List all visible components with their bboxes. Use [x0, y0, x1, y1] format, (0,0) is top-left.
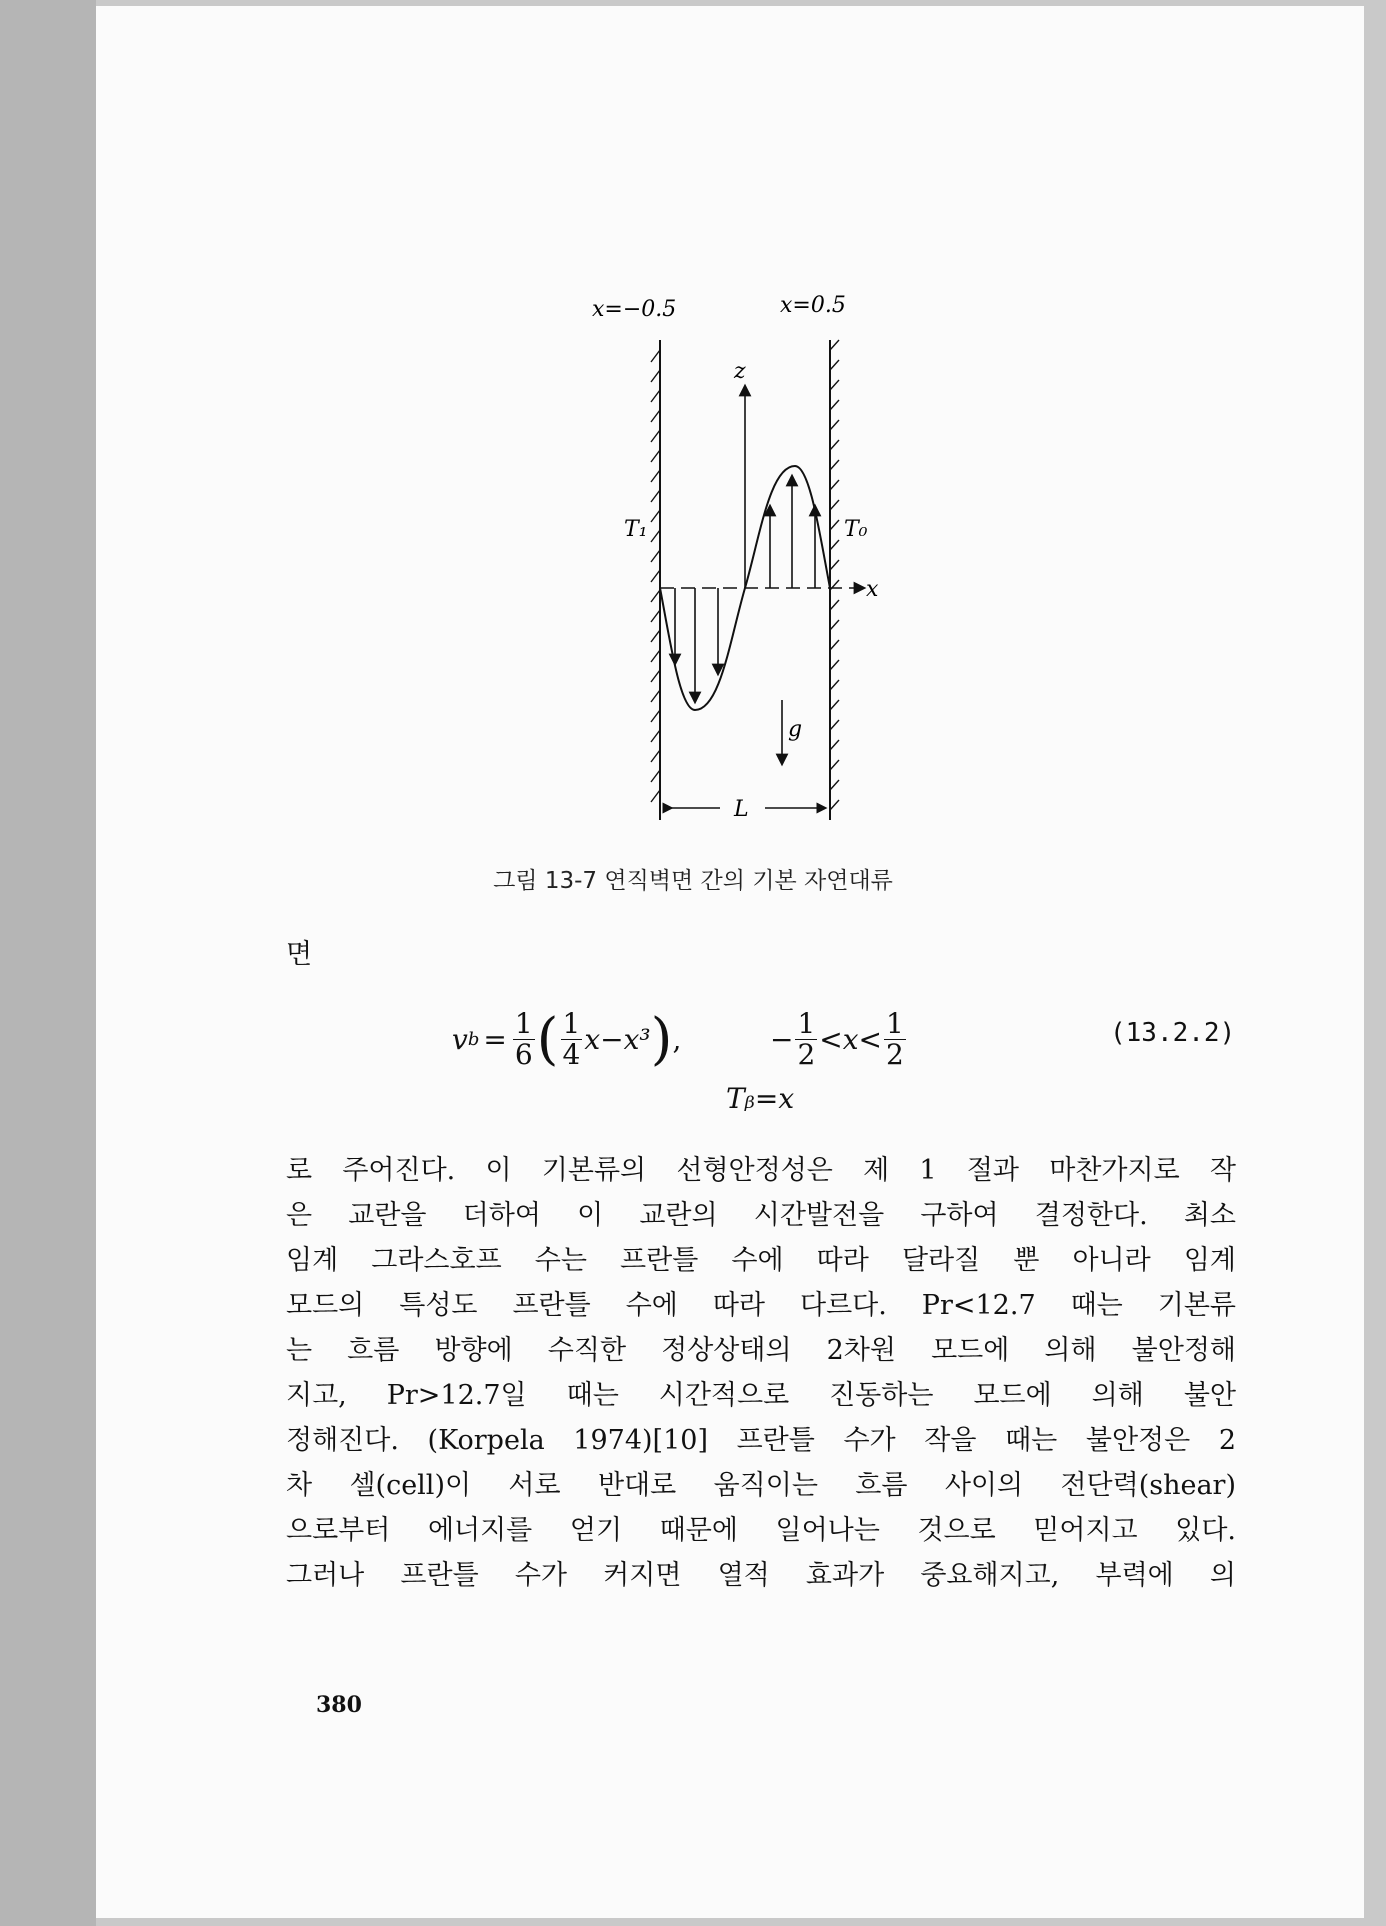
eq-equals-sign: =	[483, 1023, 507, 1056]
frac-denominator: 2	[797, 1038, 816, 1071]
right-paren: )	[650, 1006, 673, 1072]
left-temperature-label: T₁	[624, 517, 648, 542]
up-arrows	[770, 480, 815, 588]
left-wall	[651, 340, 660, 820]
frac-numerator: 1	[886, 1007, 904, 1040]
figure-caption: 그림 13-7 연직벽면 간의 기본 자연대류	[493, 868, 893, 894]
frac-numerator: 1	[797, 1007, 816, 1040]
fraction-one-half-b	[884, 1007, 906, 1071]
paragraph-line: 는 흐름 방향에 수직한 정상상태의 2차원 모드에 의해 불안정해	[286, 1335, 1236, 1366]
range-middle: <x<	[819, 1023, 883, 1056]
range-condition	[770, 1007, 908, 1071]
temperature-equation: Tᵦ=x	[726, 1082, 795, 1115]
eq-comma: ,	[672, 1023, 682, 1056]
convection-figure	[560, 280, 900, 840]
paragraph-line: 지고, Pr>12.7일 때는 시간적으로 진동하는 모드에 의해 불안	[286, 1380, 1236, 1411]
frac-numerator: 1	[562, 1007, 581, 1040]
frac-numerator: 1	[514, 1007, 533, 1040]
eq-inner-tail: x−x³	[584, 1023, 651, 1056]
velocity-equation	[452, 1006, 682, 1072]
range-prefix: −	[770, 1023, 794, 1056]
left-paren: (	[536, 1006, 559, 1072]
equation-number: (13.2.2)	[1110, 1018, 1236, 1048]
frac-denominator: 2	[886, 1038, 904, 1071]
paragraph-line: 그러나 프란틀 수가 커지면 열적 효과가 중요해지고, 부력에 의	[286, 1560, 1236, 1591]
book-spine-edge	[0, 0, 96, 1926]
paragraph-line: 으로부터 에너지를 얻기 때문에 일어나는 것으로 믿어지고 있다.	[286, 1515, 1236, 1546]
gravity-label: g	[788, 717, 803, 742]
frac-denominator: 4	[562, 1038, 581, 1071]
right-wall	[830, 340, 839, 820]
paragraph-line: 차 셀(cell)이 서로 반대로 움직이는 흐름 사이의 전단력(shear)	[286, 1470, 1236, 1501]
down-arrows	[675, 588, 718, 698]
frac-denominator: 6	[514, 1038, 533, 1071]
page-number: 380	[316, 1692, 362, 1718]
fraction-one-quarter	[561, 1007, 583, 1071]
right-temperature-label: T₀	[844, 517, 868, 542]
paragraph-line: 은 교란을 더하여 이 교란의 시간발전을 구하여 결정한다. 최소	[286, 1200, 1236, 1231]
x-axis-label: x	[866, 577, 879, 602]
width-label: L	[734, 797, 749, 822]
lead-word: 면	[286, 939, 313, 970]
left-wall-label: x=−0.5	[592, 297, 677, 322]
z-axis-label: z	[734, 359, 746, 384]
convection-diagram	[560, 280, 900, 840]
paragraph-line: 모드의 특성도 프란틀 수에 따라 다르다. Pr<12.7 때는 기본류	[286, 1290, 1236, 1321]
fraction-one-sixth	[513, 1007, 535, 1071]
eq-lhs-subscript: b	[467, 1029, 480, 1050]
right-wall-label: x=0.5	[780, 293, 846, 318]
paragraph-line: 임계 그라스호프 수는 프란틀 수에 따라 달라질 뿐 아니라 임계	[286, 1245, 1236, 1276]
equation-block	[0, 1000, 1386, 1130]
paragraph-line: 정해진다. (Korpela 1974)[10] 프란틀 수가 작을 때는 불안정은 2	[286, 1425, 1236, 1456]
paragraph-line: 로 주어진다. 이 기본류의 선형안정성은 제 1 절과 마찬가지로 작	[286, 1155, 1236, 1186]
eq-lhs: v	[452, 1023, 468, 1056]
fraction-one-half-a	[795, 1007, 817, 1071]
body-paragraph	[286, 1148, 1236, 1598]
